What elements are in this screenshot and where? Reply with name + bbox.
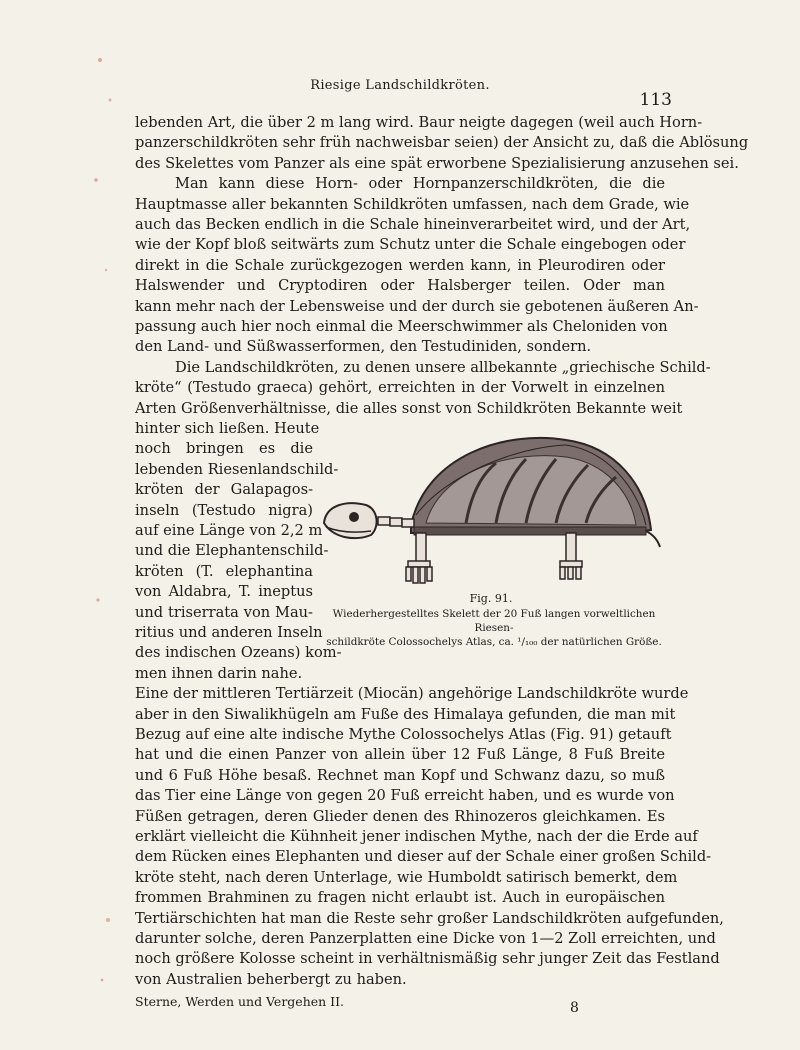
text-line: kröten (T. elephantina [135,562,313,580]
text-line: lebenden Art, die über 2 m lang wird. Baur neigte dagegen (weil auch Horn- [135,114,703,131]
text-line: auch das Becken endlich in die Schale hineinverarbeitet wird, und der Art, [135,216,691,233]
text-line: aber in den Siwalikhügeln am Fuße des Himalaya gefunden, die man mit [135,705,676,723]
text-line: wie der Kopf bloß seitwärts zum Schutz unter die Schale eingebogen oder [135,236,686,254]
text-line: und 6 Fuß Höhe besaß. Rechnet man Kopf und Schwanz dazu, so muß [135,766,665,784]
text-line: auf eine Länge von 2,2 m [135,522,323,539]
text-line: Man kann diese Horn- oder Hornpanzerschildkröten, die die [175,175,665,193]
text-line: frommen Brahminen zu fragen nicht erlaubt ist. Auch in europäischen [135,889,665,907]
text-line: erklärt vielleicht die Kühnheit jener indischen Mythe, nach der die Erde auf [135,828,698,845]
text-line: hinter sich ließen. Heute [135,420,320,437]
tortoise-skeleton-illustration [316,415,666,590]
text-line: inseln (Testudo nigra) [135,501,313,519]
text-line: das Tier eine Länge von gegen 20 Fuß erreicht haben, und es wurde von [135,787,675,805]
text-line: noch größere Kolosse scheint in verhältnismäßig sehr junger Zeit das Festland [135,950,720,968]
text-line: Füßen getragen, deren Glieder denen des Rhinozeros gleichkamen. Es [135,807,665,825]
text-line: Halswender und Cryptodiren oder Halsberger teilen. Oder man [135,277,665,295]
text-line: und triserrata von Mau- [135,603,313,621]
figure-caption-line: Wiederhergestelltes Skelett der 20 Fuß langen vorweltlichen Riesen- [332,608,656,634]
text-line: Arten Größenverhältnisse, die alles sonst von Schildkröten Bekannte weit [135,399,683,417]
footer-title: Sterne, Werden und Vergehen II. [135,993,345,1009]
text-line: men ihnen darin nahe. [135,664,303,682]
sheet-number: 8 [570,999,579,1016]
text-line: panzerschildkröten sehr früh nachweisbar seien) der Ansicht zu, daß die Ablösung [135,134,749,152]
text-line: Die Landschildkröten, zu denen unsere allbekannte „griechische Schild- [175,358,711,376]
text-line: des Skelettes vom Panzer als eine spät erworbene Spezialisierung anzusehen sei. [135,154,739,172]
text-line: Bezug auf eine alte indische Mythe Colossochelys Atlas (Fig. 91) getauft [135,726,672,743]
text-line: kröte steht, nach deren Unterlage, wie Humboldt satirisch bemerkt, dem [135,868,678,886]
text-line: und die Elephantenschild- [135,542,329,560]
text-line: ritius und anderen Inseln [135,624,323,641]
text-line: noch bringen es die [135,440,313,458]
text-line: Hauptmasse aller bekannten Schildkröten umfassen, nach dem Grade, wie [135,195,690,213]
text-line: des indischen Ozeans) kom- [135,644,342,662]
running-header: Riesige Landschildkröten. [310,78,490,93]
text-line: kröte“ (Testudo graeca) gehört, erreichten in der Vorwelt in einzelnen [135,379,665,397]
margin-stain [88,40,128,1020]
text-line: lebenden Riesenlandschild- [135,460,339,478]
text-line: kröten der Galapagos- [135,481,313,499]
text-line: dem Rücken eines Elephanten und dieser auf der Schale einer großen Schild- [135,848,712,866]
text-line: darunter solche, deren Panzerplatten eine Dicke von 1—2 Zoll erreichten, und [135,930,716,947]
text-line: Eine der mittleren Tertiärzeit (Miocän) angehörige Landschildkröte wurde [135,685,689,703]
text-line: den Land- und Süßwasserformen, den Testudiniden, sondern. [135,338,592,356]
figure-label: Fig. 91. [469,592,513,605]
figure-caption-line: schildkröte Colossochelys Atlas, ca. ¹/₁₀₀ der natürlichen Größe. [326,636,662,648]
figure-caption [322,607,666,649]
text-line: kann mehr nach der Lebensweise und der durch sie gebotenen äußeren An- [135,297,699,315]
text-line: Tertiärschichten hat man die Reste sehr großer Landschildkröten aufgefunden, [135,909,724,927]
text-line: von Aldabra, T. ineptus [135,583,313,601]
page-number: 113 [639,90,672,110]
text-line: von Australien beherbergt zu haben. [135,970,407,988]
figure-91 [316,415,666,655]
text-line: hat und die einen Panzer von allein über 12 Fuß Länge, 8 Fuß Breite [135,746,665,764]
text-line: passung auch hier noch einmal die Meerschwimmer als Cheloniden von [135,318,668,335]
text-line: direkt in die Schale zurückgezogen werden kann, in Pleurodiren oder [135,256,665,274]
